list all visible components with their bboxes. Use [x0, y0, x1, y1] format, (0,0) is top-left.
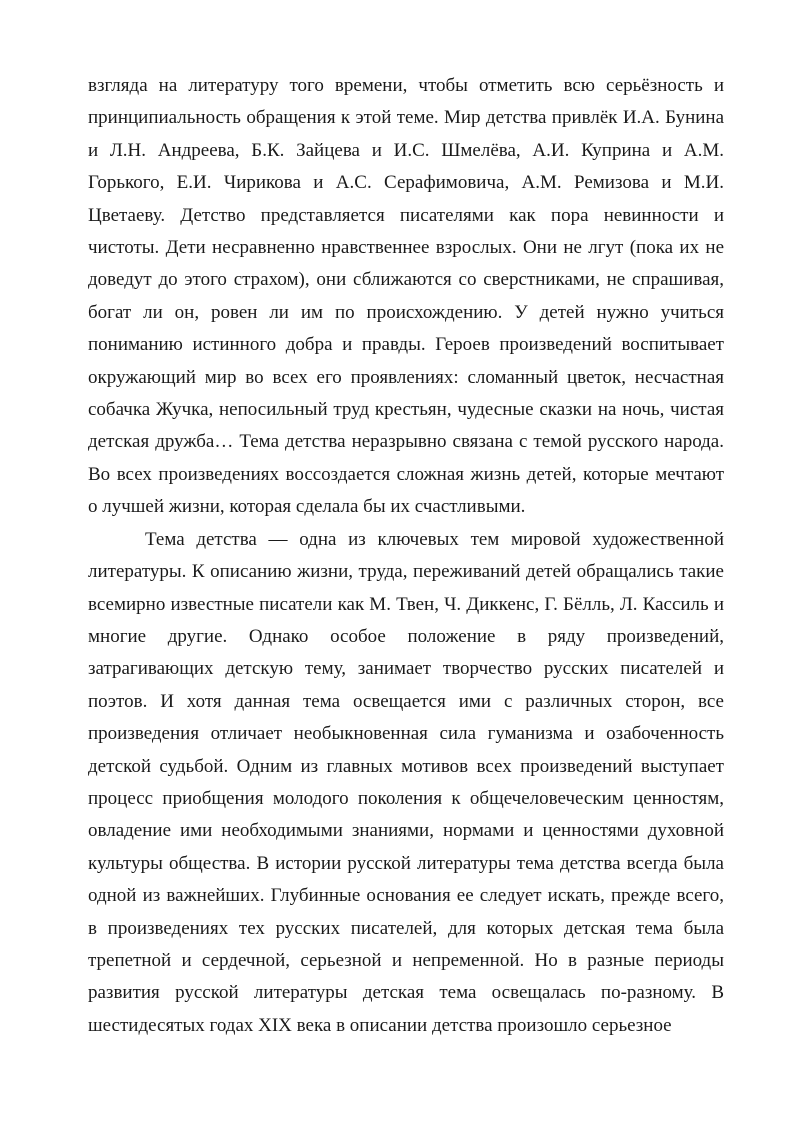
paragraph-continuation: взгляда на литературу того времени, чтобы отметить всю серьёзность и принципиальность обращения к этой теме. Мир детства привлёк И.А. Бунина и Л.Н. Андреева, Б.К. Зайцева и И.С. Шмелёва, А.И. Куприна и А.М. Горького, Е.И. Чирикова и А.С. Серафимовича, А.М. Ремизова и М.И. Цветаеву. Детство представляется писателями как пора невинности и чистоты. Дети несравненно нравственнее взрослых. Они не лгут (пока их не доведут до этого страхом), они сближаются со сверстниками, не спрашивая, богат ли он, ровен ли им по происхождению. У детей нужно учиться пониманию истинного добра и правды. Героев произведений воспитывает окружающий мир во всех его проявлениях: сломанный цветок, несчастная собачка Жучка, непосильный труд крестьян, чудесные сказки на ночь, чистая детская дружба… Тема детства неразрывно связана с темой русского народа. Во всех произведениях воссоздается сложная жизнь детей, которые мечтают о лучшей жизни, которая сделала бы их счастливыми.: [88, 75, 724, 518]
paragraph-childhood-theme: Тема детства — одна из ключевых тем мировой художественной литературы. К описанию жизни, труда, переживаний детей обращались такие всемирно известные писатели как М. Твен, Ч. Диккенс, Г. Бёлль, Л. Кассиль и многие другие. Однако особое положение в ряду произведений, затрагивающих детскую тему, занимает творчество русских писателей и поэтов. И хотя данная тема освещается ими с различных сторон, все произведения отличает необыкновенная сила гуманизма и озабоченность детской судьбой. Одним из главных мотивов всех произведений выступает процесс приобщения молодого поколения к общечеловеческим ценностям, овладение ими необходимыми знаниями, нормами и ценностями духовной культуры общества. В истории русской литературы тема детства всегда была одной из важнейших. Глубинные основания ее следует искать, прежде всего, в произведениях тех русских писателей, для которых детская тема была трепетной и сердечной, серьезной и непременной. Но в разные периоды развития русской литературы детская тема освещалась по-разному. В шестидесятых годах XIX века в описании детства произошло серьезное: [88, 528, 724, 1036]
document-page: [88, 70, 724, 1042]
